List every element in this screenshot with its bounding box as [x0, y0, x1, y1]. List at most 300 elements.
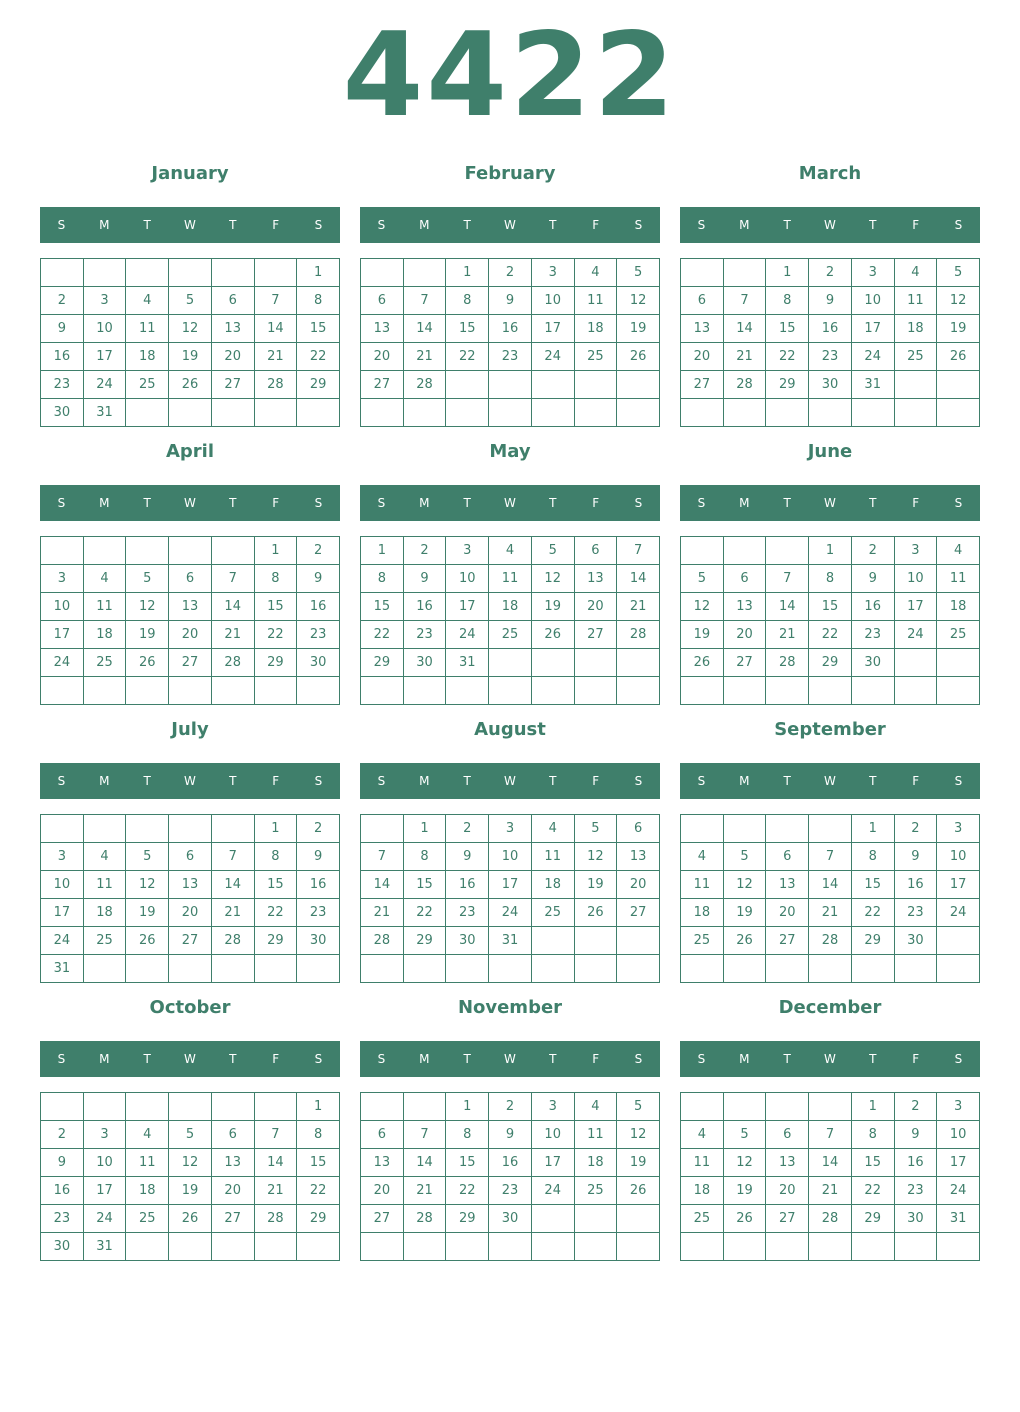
- day-cell: 7: [404, 1121, 447, 1149]
- empty-cell: [297, 677, 340, 705]
- weekday-label: T: [143, 774, 151, 788]
- day-cell: 18: [575, 1149, 618, 1177]
- weekday-label: T: [143, 218, 151, 232]
- day-cell: 2: [852, 537, 895, 565]
- empty-cell: [169, 1093, 212, 1121]
- day-cell: 26: [126, 649, 169, 677]
- day-cell: 7: [404, 287, 447, 315]
- day-cell: 22: [297, 343, 340, 371]
- empty-cell: [895, 371, 938, 399]
- day-cell: 25: [532, 899, 575, 927]
- day-cell: 11: [575, 1121, 618, 1149]
- day-cell: 2: [297, 537, 340, 565]
- day-cell: 8: [361, 565, 404, 593]
- empty-cell: [126, 677, 169, 705]
- day-cell: 26: [937, 343, 980, 371]
- day-cell: 12: [169, 1149, 212, 1177]
- empty-cell: [489, 399, 532, 427]
- empty-cell: [575, 927, 618, 955]
- empty-cell: [212, 1093, 255, 1121]
- day-cell: 17: [532, 1149, 575, 1177]
- day-cell: 25: [937, 621, 980, 649]
- empty-cell: [212, 955, 255, 983]
- empty-cell: [361, 815, 404, 843]
- weekday-label: F: [272, 218, 280, 232]
- weekday-label: M: [419, 496, 430, 510]
- empty-cell: [84, 677, 127, 705]
- day-cell: 21: [766, 621, 809, 649]
- weekday-label: F: [272, 496, 280, 510]
- day-cell: 11: [575, 287, 618, 315]
- day-cell: 22: [766, 343, 809, 371]
- weekday-label: W: [824, 218, 836, 232]
- day-cell: 21: [361, 899, 404, 927]
- day-cell: 19: [126, 621, 169, 649]
- day-cell: 22: [446, 1177, 489, 1205]
- empty-cell: [41, 537, 84, 565]
- day-cell: 9: [404, 565, 447, 593]
- day-cell: 14: [766, 593, 809, 621]
- weekday-label: S: [697, 774, 706, 788]
- day-cell: 11: [681, 1149, 724, 1177]
- day-cell: 21: [212, 899, 255, 927]
- day-cell: 6: [169, 565, 212, 593]
- day-cell: 4: [126, 287, 169, 315]
- day-cell: 12: [617, 287, 660, 315]
- day-cell: 21: [809, 1177, 852, 1205]
- empty-cell: [489, 371, 532, 399]
- day-cell: 16: [895, 1149, 938, 1177]
- day-cell: 21: [255, 343, 298, 371]
- weekday-label: S: [314, 218, 323, 232]
- day-cell: 1: [852, 1093, 895, 1121]
- day-cell: 6: [681, 287, 724, 315]
- month-title: May: [489, 441, 531, 462]
- empty-cell: [126, 537, 169, 565]
- weekday-label: M: [99, 1052, 110, 1066]
- weekday-label: M: [739, 496, 750, 510]
- month-title: November: [457, 997, 563, 1018]
- month-title: January: [151, 163, 229, 184]
- weekday-label: F: [912, 218, 920, 232]
- empty-cell: [446, 371, 489, 399]
- empty-cell: [681, 1233, 724, 1261]
- empty-cell: [809, 677, 852, 705]
- day-cell: 4: [895, 259, 938, 287]
- day-cell: 31: [446, 649, 489, 677]
- empty-cell: [404, 259, 447, 287]
- day-grid: [360, 1092, 660, 1261]
- day-cell: 12: [681, 593, 724, 621]
- day-cell: 8: [766, 287, 809, 315]
- day-cell: 29: [297, 1205, 340, 1233]
- day-cell: 31: [84, 399, 127, 427]
- day-cell: 22: [809, 621, 852, 649]
- weekday-label: T: [229, 218, 237, 232]
- day-cell: 28: [255, 371, 298, 399]
- empty-cell: [766, 677, 809, 705]
- empty-cell: [724, 399, 767, 427]
- day-cell: 27: [361, 1205, 404, 1233]
- weekday-label: S: [314, 1052, 323, 1066]
- day-cell: 27: [212, 1205, 255, 1233]
- empty-cell: [724, 1233, 767, 1261]
- day-cell: 18: [681, 1177, 724, 1205]
- day-cell: 1: [255, 537, 298, 565]
- day-cell: 27: [681, 371, 724, 399]
- day-cell: 28: [255, 1205, 298, 1233]
- weekday-header: [40, 1041, 340, 1077]
- day-cell: 23: [852, 621, 895, 649]
- weekday-label: T: [783, 496, 791, 510]
- day-grid: [360, 258, 660, 427]
- day-cell: 9: [489, 287, 532, 315]
- empty-cell: [84, 537, 127, 565]
- empty-cell: [617, 1233, 660, 1261]
- day-cell: 6: [169, 843, 212, 871]
- weekday-label: F: [912, 496, 920, 510]
- day-cell: 31: [489, 927, 532, 955]
- day-cell: 5: [617, 1093, 660, 1121]
- empty-cell: [41, 1093, 84, 1121]
- day-cell: 25: [575, 343, 618, 371]
- weekday-header: [360, 763, 660, 799]
- day-cell: 16: [489, 315, 532, 343]
- empty-cell: [126, 259, 169, 287]
- weekday-label: W: [824, 774, 836, 788]
- day-cell: 10: [532, 1121, 575, 1149]
- empty-cell: [126, 399, 169, 427]
- empty-cell: [937, 927, 980, 955]
- day-cell: 7: [255, 1121, 298, 1149]
- day-cell: 5: [126, 565, 169, 593]
- day-cell: 31: [937, 1205, 980, 1233]
- day-cell: 25: [126, 1205, 169, 1233]
- day-cell: 26: [724, 927, 767, 955]
- empty-cell: [126, 815, 169, 843]
- day-cell: 30: [297, 649, 340, 677]
- empty-cell: [169, 955, 212, 983]
- month-title: July: [171, 719, 209, 740]
- day-cell: 7: [724, 287, 767, 315]
- weekday-label: T: [549, 496, 557, 510]
- day-cell: 26: [724, 1205, 767, 1233]
- empty-cell: [532, 1205, 575, 1233]
- day-cell: 10: [84, 1149, 127, 1177]
- day-cell: 21: [809, 899, 852, 927]
- day-cell: 23: [297, 899, 340, 927]
- empty-cell: [532, 399, 575, 427]
- empty-cell: [169, 259, 212, 287]
- day-cell: 5: [937, 259, 980, 287]
- empty-cell: [809, 399, 852, 427]
- empty-cell: [766, 1233, 809, 1261]
- day-cell: 4: [532, 815, 575, 843]
- day-cell: 30: [895, 927, 938, 955]
- empty-cell: [895, 1233, 938, 1261]
- weekday-label: M: [739, 1052, 750, 1066]
- day-cell: 3: [895, 537, 938, 565]
- weekday-label: S: [377, 1052, 386, 1066]
- empty-cell: [852, 955, 895, 983]
- day-cell: 22: [255, 899, 298, 927]
- day-cell: 14: [809, 1149, 852, 1177]
- day-cell: 28: [404, 371, 447, 399]
- empty-cell: [126, 955, 169, 983]
- weekday-label: S: [634, 496, 643, 510]
- empty-cell: [489, 677, 532, 705]
- day-cell: 1: [852, 815, 895, 843]
- empty-cell: [681, 955, 724, 983]
- weekday-label: T: [143, 1052, 151, 1066]
- day-cell: 7: [617, 537, 660, 565]
- day-cell: 5: [681, 565, 724, 593]
- day-cell: 23: [489, 1177, 532, 1205]
- day-cell: 16: [895, 871, 938, 899]
- day-cell: 20: [361, 1177, 404, 1205]
- day-cell: 10: [852, 287, 895, 315]
- day-cell: 28: [809, 927, 852, 955]
- empty-cell: [446, 1233, 489, 1261]
- day-cell: 16: [404, 593, 447, 621]
- day-cell: 5: [724, 843, 767, 871]
- day-grid: [40, 258, 340, 427]
- empty-cell: [809, 1093, 852, 1121]
- day-cell: 5: [575, 815, 618, 843]
- empty-cell: [937, 399, 980, 427]
- day-cell: 12: [126, 871, 169, 899]
- day-cell: 31: [84, 1233, 127, 1261]
- day-cell: 20: [766, 1177, 809, 1205]
- empty-cell: [404, 677, 447, 705]
- day-cell: 23: [489, 343, 532, 371]
- empty-cell: [766, 399, 809, 427]
- day-cell: 2: [446, 815, 489, 843]
- weekday-label: T: [783, 218, 791, 232]
- day-cell: 15: [404, 871, 447, 899]
- month-february: [360, 162, 660, 426]
- empty-cell: [84, 259, 127, 287]
- year-title: 4422: [342, 8, 678, 143]
- day-cell: 18: [937, 593, 980, 621]
- day-cell: 26: [169, 371, 212, 399]
- weekday-label: M: [419, 774, 430, 788]
- day-cell: 28: [724, 371, 767, 399]
- day-cell: 27: [724, 649, 767, 677]
- day-cell: 20: [212, 1177, 255, 1205]
- empty-cell: [532, 927, 575, 955]
- day-cell: 20: [212, 343, 255, 371]
- day-cell: 4: [84, 843, 127, 871]
- empty-cell: [852, 1233, 895, 1261]
- day-cell: 11: [532, 843, 575, 871]
- day-cell: 15: [446, 315, 489, 343]
- day-cell: 21: [617, 593, 660, 621]
- empty-cell: [84, 815, 127, 843]
- empty-cell: [361, 1093, 404, 1121]
- day-cell: 17: [41, 899, 84, 927]
- day-cell: 13: [361, 1149, 404, 1177]
- day-cell: 10: [446, 565, 489, 593]
- day-cell: 4: [84, 565, 127, 593]
- empty-cell: [255, 1233, 298, 1261]
- day-grid: [40, 536, 340, 705]
- day-cell: 29: [852, 1205, 895, 1233]
- month-march: [680, 162, 980, 426]
- weekday-label: M: [99, 218, 110, 232]
- empty-cell: [489, 955, 532, 983]
- day-cell: 15: [361, 593, 404, 621]
- day-cell: 14: [212, 593, 255, 621]
- weekday-label: W: [184, 218, 196, 232]
- day-cell: 15: [446, 1149, 489, 1177]
- day-cell: 3: [532, 259, 575, 287]
- empty-cell: [489, 649, 532, 677]
- day-cell: 7: [212, 843, 255, 871]
- day-cell: 18: [489, 593, 532, 621]
- day-cell: 17: [937, 1149, 980, 1177]
- day-cell: 5: [532, 537, 575, 565]
- day-cell: 14: [404, 1149, 447, 1177]
- day-cell: 28: [766, 649, 809, 677]
- empty-cell: [532, 955, 575, 983]
- day-cell: 14: [361, 871, 404, 899]
- day-cell: 26: [532, 621, 575, 649]
- day-cell: 15: [809, 593, 852, 621]
- day-cell: 13: [169, 871, 212, 899]
- day-cell: 24: [489, 899, 532, 927]
- weekday-label: S: [954, 1052, 963, 1066]
- day-cell: 13: [212, 1149, 255, 1177]
- day-cell: 3: [41, 843, 84, 871]
- day-cell: 11: [895, 287, 938, 315]
- day-grid: [680, 814, 980, 983]
- weekday-label: F: [912, 774, 920, 788]
- day-cell: 13: [361, 315, 404, 343]
- day-cell: 19: [617, 1149, 660, 1177]
- day-cell: 30: [809, 371, 852, 399]
- empty-cell: [361, 1233, 404, 1261]
- weekday-label: T: [869, 774, 877, 788]
- empty-cell: [724, 677, 767, 705]
- weekday-label: M: [419, 1052, 430, 1066]
- day-cell: 19: [532, 593, 575, 621]
- day-cell: 10: [84, 315, 127, 343]
- day-cell: 18: [895, 315, 938, 343]
- day-cell: 18: [681, 899, 724, 927]
- weekday-label: S: [954, 774, 963, 788]
- day-cell: 29: [361, 649, 404, 677]
- weekday-header: [360, 1041, 660, 1077]
- empty-cell: [724, 1093, 767, 1121]
- day-cell: 3: [41, 565, 84, 593]
- day-cell: 17: [84, 1177, 127, 1205]
- empty-cell: [404, 1093, 447, 1121]
- day-cell: 1: [297, 259, 340, 287]
- day-cell: 21: [404, 1177, 447, 1205]
- day-cell: 1: [446, 1093, 489, 1121]
- empty-cell: [937, 677, 980, 705]
- day-cell: 14: [404, 315, 447, 343]
- day-cell: 13: [617, 843, 660, 871]
- weekday-label: W: [184, 1052, 196, 1066]
- day-cell: 26: [575, 899, 618, 927]
- empty-cell: [575, 677, 618, 705]
- empty-cell: [895, 677, 938, 705]
- day-cell: 30: [297, 927, 340, 955]
- day-cell: 24: [446, 621, 489, 649]
- weekday-label: S: [377, 774, 386, 788]
- weekday-label: W: [824, 1052, 836, 1066]
- weekday-label: W: [504, 1052, 516, 1066]
- day-cell: 13: [766, 871, 809, 899]
- day-cell: 11: [84, 593, 127, 621]
- day-cell: 30: [404, 649, 447, 677]
- weekday-label: T: [549, 1052, 557, 1066]
- day-cell: 11: [126, 315, 169, 343]
- weekday-label: F: [592, 774, 600, 788]
- empty-cell: [852, 677, 895, 705]
- weekday-label: F: [592, 1052, 600, 1066]
- day-cell: 25: [84, 927, 127, 955]
- day-cell: 5: [617, 259, 660, 287]
- empty-cell: [617, 1205, 660, 1233]
- empty-cell: [446, 399, 489, 427]
- empty-cell: [724, 537, 767, 565]
- day-cell: 24: [532, 1177, 575, 1205]
- day-cell: 30: [895, 1205, 938, 1233]
- month-may: [360, 440, 660, 704]
- day-cell: 13: [766, 1149, 809, 1177]
- day-cell: 8: [404, 843, 447, 871]
- month-june: [680, 440, 980, 704]
- empty-cell: [212, 259, 255, 287]
- day-cell: 20: [681, 343, 724, 371]
- day-cell: 19: [724, 1177, 767, 1205]
- empty-cell: [212, 399, 255, 427]
- day-cell: 13: [575, 565, 618, 593]
- empty-cell: [446, 955, 489, 983]
- day-cell: 25: [681, 927, 724, 955]
- empty-cell: [255, 955, 298, 983]
- empty-cell: [766, 815, 809, 843]
- weekday-label: T: [783, 1052, 791, 1066]
- day-cell: 19: [617, 315, 660, 343]
- day-cell: 15: [852, 871, 895, 899]
- empty-cell: [255, 1093, 298, 1121]
- day-cell: 14: [617, 565, 660, 593]
- weekday-label: F: [592, 218, 600, 232]
- day-cell: 15: [297, 315, 340, 343]
- day-cell: 13: [724, 593, 767, 621]
- day-cell: 20: [361, 343, 404, 371]
- day-cell: 6: [361, 287, 404, 315]
- day-cell: 16: [809, 315, 852, 343]
- empty-cell: [404, 955, 447, 983]
- day-grid: [360, 814, 660, 983]
- day-cell: 4: [575, 1093, 618, 1121]
- day-cell: 10: [41, 871, 84, 899]
- day-cell: 18: [126, 343, 169, 371]
- month-title: February: [464, 163, 556, 184]
- day-cell: 2: [41, 287, 84, 315]
- weekday-label: T: [549, 218, 557, 232]
- day-cell: 16: [852, 593, 895, 621]
- empty-cell: [532, 371, 575, 399]
- day-cell: 20: [169, 621, 212, 649]
- day-cell: 29: [255, 649, 298, 677]
- weekday-label: T: [229, 496, 237, 510]
